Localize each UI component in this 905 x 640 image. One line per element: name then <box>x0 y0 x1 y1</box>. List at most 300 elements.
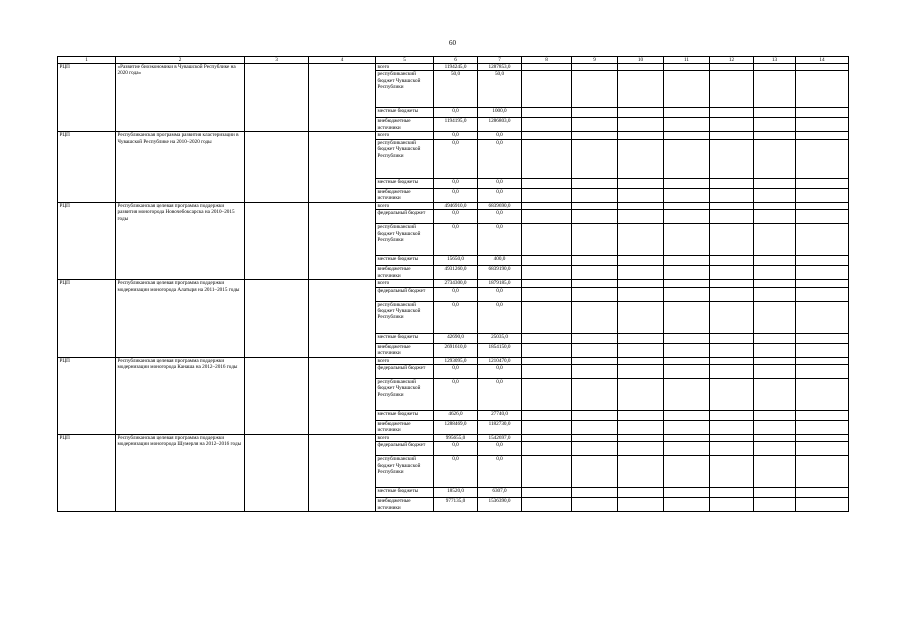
empty-cell <box>710 188 754 202</box>
empty-cell <box>245 280 309 357</box>
value-col-7: 1286803,0 <box>478 118 522 132</box>
empty-cell <box>618 178 664 188</box>
empty-cell <box>572 210 618 224</box>
empty-cell <box>522 379 572 411</box>
value-col-6: 0,0 <box>434 301 478 333</box>
value-col-7: 0,0 <box>478 456 522 488</box>
empty-cell <box>796 421 849 435</box>
empty-cell <box>664 71 710 108</box>
value-col-6: 4946910,0 <box>434 202 478 209</box>
empty-cell <box>754 210 796 224</box>
empty-cell <box>572 118 618 132</box>
empty-cell <box>754 379 796 411</box>
empty-cell <box>309 64 376 132</box>
value-col-7: 25035,0 <box>478 333 522 343</box>
program-code: РЦП <box>58 357 116 434</box>
empty-cell <box>522 411 572 421</box>
funding-source: местные бюджеты <box>376 108 434 118</box>
header-cell: 4 <box>309 57 376 64</box>
value-col-7: 0,0 <box>478 132 522 139</box>
funding-source: внебюджетные источники <box>376 421 434 435</box>
value-col-6: 0,0 <box>434 224 478 256</box>
value-col-6: 0,0 <box>434 210 478 224</box>
empty-cell <box>710 202 754 209</box>
empty-cell <box>572 188 618 202</box>
empty-cell <box>664 256 710 266</box>
empty-cell <box>522 456 572 488</box>
empty-cell <box>710 178 754 188</box>
value-col-7: 50,0 <box>478 71 522 108</box>
funding-source: внебюджетные источники <box>376 188 434 202</box>
value-col-6: 0,0 <box>434 287 478 301</box>
empty-cell <box>796 132 849 139</box>
empty-cell <box>522 333 572 343</box>
value-col-7: 0,0 <box>478 379 522 411</box>
empty-cell <box>710 421 754 435</box>
empty-cell <box>796 210 849 224</box>
empty-cell <box>710 210 754 224</box>
empty-cell <box>754 266 796 280</box>
funding-source: федеральный бюджет <box>376 442 434 456</box>
empty-cell <box>710 365 754 379</box>
value-col-6: 15650,0 <box>434 256 478 266</box>
value-col-6: 0,0 <box>434 108 478 118</box>
empty-cell <box>522 202 572 209</box>
empty-cell <box>522 188 572 202</box>
value-col-6: 0,0 <box>434 178 478 188</box>
empty-cell <box>618 379 664 411</box>
empty-cell <box>796 488 849 498</box>
empty-cell <box>754 365 796 379</box>
header-cell: 2 <box>116 57 245 64</box>
funding-source: всего <box>376 435 434 442</box>
empty-cell <box>796 118 849 132</box>
value-col-6: 2734300,0 <box>434 280 478 287</box>
value-col-7: 6307,0 <box>478 488 522 498</box>
empty-cell <box>618 64 664 71</box>
funding-source: внебюджетные источники <box>376 343 434 357</box>
empty-cell <box>664 333 710 343</box>
header-cell: 9 <box>572 57 618 64</box>
empty-cell <box>796 442 849 456</box>
empty-cell <box>522 498 572 512</box>
value-col-7: 1287853,0 <box>478 64 522 71</box>
empty-cell <box>664 139 710 178</box>
value-col-6: 995655,0 <box>434 435 478 442</box>
empty-cell <box>309 357 376 434</box>
value-col-6: 0,0 <box>434 139 478 178</box>
funding-source: всего <box>376 357 434 364</box>
value-col-6: 0,0 <box>434 188 478 202</box>
funding-source: внебюджетные источники <box>376 498 434 512</box>
value-col-7: 400,0 <box>478 256 522 266</box>
program-title: Республиканская целевая программа поддержки модернизации моногорода Шумерля на 2012–2016 годы <box>116 435 245 512</box>
empty-cell <box>664 488 710 498</box>
funding-source: местные бюджеты <box>376 256 434 266</box>
empty-cell <box>796 365 849 379</box>
value-col-7: 1854150,0 <box>478 343 522 357</box>
empty-cell <box>618 188 664 202</box>
empty-cell <box>572 287 618 301</box>
program-title: Республиканская целевая программа поддержки модернизации моногорода Алатыря на 2011–2015 годы <box>116 280 245 357</box>
empty-cell <box>618 333 664 343</box>
empty-cell <box>309 132 376 202</box>
empty-cell <box>572 365 618 379</box>
table-row <box>58 64 849 71</box>
empty-cell <box>618 71 664 108</box>
funding-source: внебюджетные источники <box>376 118 434 132</box>
empty-cell <box>664 365 710 379</box>
program-title: Республиканская целевая программа поддержки развития моногорода Новочебоксарска на 2010–2015 годы <box>116 202 245 279</box>
empty-cell <box>664 132 710 139</box>
value-col-6: 4931260,0 <box>434 266 478 280</box>
empty-cell <box>754 411 796 421</box>
value-col-6: 4626,0 <box>434 411 478 421</box>
value-col-6: 1194195,0 <box>434 118 478 132</box>
value-col-7: 1210470,0 <box>478 357 522 364</box>
value-col-6: 1293095,0 <box>434 357 478 364</box>
value-col-6: 0,0 <box>434 379 478 411</box>
header-cell: 10 <box>618 57 664 64</box>
empty-cell <box>796 333 849 343</box>
empty-cell <box>618 456 664 488</box>
value-col-6: 977135,0 <box>434 498 478 512</box>
empty-cell <box>618 411 664 421</box>
empty-cell <box>710 442 754 456</box>
empty-cell <box>618 108 664 118</box>
value-col-6: 0,0 <box>434 456 478 488</box>
funding-source: местные бюджеты <box>376 411 434 421</box>
empty-cell <box>572 256 618 266</box>
empty-cell <box>245 202 309 279</box>
empty-cell <box>572 379 618 411</box>
empty-cell <box>618 488 664 498</box>
empty-cell <box>754 280 796 287</box>
empty-cell <box>664 280 710 287</box>
empty-cell <box>572 421 618 435</box>
empty-cell <box>754 202 796 209</box>
empty-cell <box>572 132 618 139</box>
value-col-6: 1288469,0 <box>434 421 478 435</box>
header-row <box>58 57 849 64</box>
empty-cell <box>522 357 572 364</box>
header-cell: 3 <box>245 57 309 64</box>
value-col-6: 0,0 <box>434 132 478 139</box>
program-code: РЦП <box>58 435 116 512</box>
value-col-6: 0,0 <box>434 442 478 456</box>
empty-cell <box>710 357 754 364</box>
empty-cell <box>754 64 796 71</box>
value-col-6: 18520,0 <box>434 488 478 498</box>
empty-cell <box>522 442 572 456</box>
empty-cell <box>796 64 849 71</box>
empty-cell <box>245 64 309 132</box>
empty-cell <box>572 71 618 108</box>
empty-cell <box>664 108 710 118</box>
empty-cell <box>710 224 754 256</box>
empty-cell <box>796 224 849 256</box>
page-number: 60 <box>449 39 456 47</box>
header-cell: 8 <box>522 57 572 64</box>
header-cell: 13 <box>754 57 796 64</box>
empty-cell <box>664 188 710 202</box>
empty-cell <box>754 498 796 512</box>
program-title: «Развитие биоэкономики в Чувашской Республике на 2020 года» <box>116 64 245 132</box>
empty-cell <box>754 256 796 266</box>
funding-source: местные бюджеты <box>376 178 434 188</box>
program-code: РЦП <box>58 280 116 357</box>
empty-cell <box>796 139 849 178</box>
value-col-6: 2691610,0 <box>434 343 478 357</box>
funding-source: всего <box>376 132 434 139</box>
empty-cell <box>522 210 572 224</box>
empty-cell <box>754 357 796 364</box>
value-col-6: 42690,0 <box>434 333 478 343</box>
empty-cell <box>572 202 618 209</box>
value-col-7: 0,0 <box>478 178 522 188</box>
empty-cell <box>309 202 376 279</box>
empty-cell <box>522 139 572 178</box>
value-col-7: 0,0 <box>478 210 522 224</box>
empty-cell <box>522 365 572 379</box>
empty-cell <box>618 256 664 266</box>
empty-cell <box>710 435 754 442</box>
empty-cell <box>664 301 710 333</box>
empty-cell <box>754 108 796 118</box>
program-title: Республиканская целевая программа поддержки модернизации моногорода Канаша на 2012–2016 годы <box>116 357 245 434</box>
empty-cell <box>754 118 796 132</box>
header-cell: 14 <box>796 57 849 64</box>
value-col-7: 27740,0 <box>478 411 522 421</box>
value-col-7: 0,0 <box>478 188 522 202</box>
empty-cell <box>664 202 710 209</box>
funding-source: федеральный бюджет <box>376 210 434 224</box>
empty-cell <box>664 118 710 132</box>
funding-source: местные бюджеты <box>376 488 434 498</box>
table-row <box>58 132 849 139</box>
table-row <box>58 280 849 287</box>
empty-cell <box>796 411 849 421</box>
empty-cell <box>754 456 796 488</box>
empty-cell <box>710 456 754 488</box>
empty-cell <box>796 202 849 209</box>
empty-cell <box>754 188 796 202</box>
program-code: РЦП <box>58 64 116 132</box>
value-col-6: 50,0 <box>434 71 478 108</box>
empty-cell <box>618 266 664 280</box>
empty-cell <box>522 301 572 333</box>
empty-cell <box>618 442 664 456</box>
empty-cell <box>572 357 618 364</box>
empty-cell <box>710 411 754 421</box>
empty-cell <box>522 343 572 357</box>
empty-cell <box>754 132 796 139</box>
empty-cell <box>710 132 754 139</box>
empty-cell <box>522 280 572 287</box>
empty-cell <box>710 108 754 118</box>
empty-cell <box>796 188 849 202</box>
empty-cell <box>754 442 796 456</box>
empty-cell <box>754 343 796 357</box>
empty-cell <box>664 421 710 435</box>
empty-cell <box>618 118 664 132</box>
funding-source: федеральный бюджет <box>376 365 434 379</box>
empty-cell <box>618 357 664 364</box>
empty-cell <box>572 498 618 512</box>
empty-cell <box>754 178 796 188</box>
empty-cell <box>664 357 710 364</box>
empty-cell <box>572 442 618 456</box>
value-col-7: 0,0 <box>478 287 522 301</box>
empty-cell <box>754 421 796 435</box>
value-col-7: 6839190,0 <box>478 266 522 280</box>
empty-cell <box>572 435 618 442</box>
empty-cell <box>522 266 572 280</box>
empty-cell <box>522 256 572 266</box>
value-col-7: 1000,0 <box>478 108 522 118</box>
funding-source: республиканский бюджет Чувашской Республики <box>376 71 434 108</box>
empty-cell <box>618 224 664 256</box>
funding-source: внебюджетные источники <box>376 266 434 280</box>
empty-cell <box>664 64 710 71</box>
empty-cell <box>618 421 664 435</box>
empty-cell <box>664 411 710 421</box>
table-row <box>58 435 849 442</box>
empty-cell <box>618 132 664 139</box>
empty-cell <box>664 178 710 188</box>
empty-cell <box>664 442 710 456</box>
funding-source: всего <box>376 64 434 71</box>
empty-cell <box>664 456 710 488</box>
value-col-7: 1542697,0 <box>478 435 522 442</box>
empty-cell <box>572 488 618 498</box>
empty-cell <box>572 301 618 333</box>
empty-cell <box>522 108 572 118</box>
value-col-6: 1194245,0 <box>434 64 478 71</box>
empty-cell <box>245 357 309 434</box>
empty-cell <box>710 287 754 301</box>
empty-cell <box>796 71 849 108</box>
empty-cell <box>572 456 618 488</box>
budget-table <box>57 56 849 512</box>
header-cell: 6 <box>434 57 478 64</box>
empty-cell <box>618 287 664 301</box>
empty-cell <box>309 435 376 512</box>
empty-cell <box>710 301 754 333</box>
empty-cell <box>754 333 796 343</box>
empty-cell <box>754 488 796 498</box>
empty-cell <box>618 343 664 357</box>
empty-cell <box>522 64 572 71</box>
empty-cell <box>796 357 849 364</box>
program-code: РЦП <box>58 132 116 202</box>
empty-cell <box>796 498 849 512</box>
empty-cell <box>522 132 572 139</box>
empty-cell <box>522 178 572 188</box>
empty-cell <box>664 224 710 256</box>
empty-cell <box>710 333 754 343</box>
empty-cell <box>572 343 618 357</box>
empty-cell <box>796 435 849 442</box>
empty-cell <box>710 343 754 357</box>
empty-cell <box>572 139 618 178</box>
empty-cell <box>710 488 754 498</box>
empty-cell <box>754 287 796 301</box>
empty-cell <box>572 108 618 118</box>
empty-cell <box>522 488 572 498</box>
empty-cell <box>618 435 664 442</box>
value-col-7: 0,0 <box>478 224 522 256</box>
value-col-7: 1182730,0 <box>478 421 522 435</box>
empty-cell <box>796 301 849 333</box>
funding-source: республиканский бюджет Чувашской Республики <box>376 139 434 178</box>
empty-cell <box>796 287 849 301</box>
empty-cell <box>796 343 849 357</box>
empty-cell <box>572 178 618 188</box>
funding-source: всего <box>376 202 434 209</box>
empty-cell <box>796 266 849 280</box>
empty-cell <box>572 333 618 343</box>
empty-cell <box>754 301 796 333</box>
funding-source: республиканский бюджет Чувашской Республики <box>376 224 434 256</box>
empty-cell <box>572 280 618 287</box>
empty-cell <box>710 280 754 287</box>
funding-source: республиканский бюджет Чувашской Республики <box>376 301 434 333</box>
empty-cell <box>796 256 849 266</box>
empty-cell <box>664 379 710 411</box>
empty-cell <box>664 435 710 442</box>
empty-cell <box>522 421 572 435</box>
value-col-6: 0,0 <box>434 365 478 379</box>
value-col-7: 1536390,0 <box>478 498 522 512</box>
empty-cell <box>572 266 618 280</box>
empty-cell <box>754 435 796 442</box>
value-col-7: 1879185,0 <box>478 280 522 287</box>
empty-cell <box>664 266 710 280</box>
table-row <box>58 357 849 364</box>
empty-cell <box>245 132 309 202</box>
empty-cell <box>618 498 664 512</box>
empty-cell <box>618 365 664 379</box>
value-col-7: 0,0 <box>478 365 522 379</box>
empty-cell <box>796 456 849 488</box>
empty-cell <box>572 411 618 421</box>
empty-cell <box>522 435 572 442</box>
table-row <box>58 202 849 209</box>
empty-cell <box>664 498 710 512</box>
header-cell: 1 <box>58 57 116 64</box>
empty-cell <box>522 118 572 132</box>
empty-cell <box>664 343 710 357</box>
header-cell: 5 <box>376 57 434 64</box>
empty-cell <box>796 178 849 188</box>
empty-cell <box>572 64 618 71</box>
empty-cell <box>522 224 572 256</box>
funding-source: республиканский бюджет Чувашской Республики <box>376 379 434 411</box>
empty-cell <box>572 224 618 256</box>
funding-source: местные бюджеты <box>376 333 434 343</box>
empty-cell <box>710 498 754 512</box>
empty-cell <box>522 71 572 108</box>
empty-cell <box>245 435 309 512</box>
empty-cell <box>618 202 664 209</box>
funding-source: республиканский бюджет Чувашской Республики <box>376 456 434 488</box>
empty-cell <box>618 210 664 224</box>
empty-cell <box>618 280 664 287</box>
empty-cell <box>522 287 572 301</box>
empty-cell <box>754 71 796 108</box>
empty-cell <box>754 224 796 256</box>
